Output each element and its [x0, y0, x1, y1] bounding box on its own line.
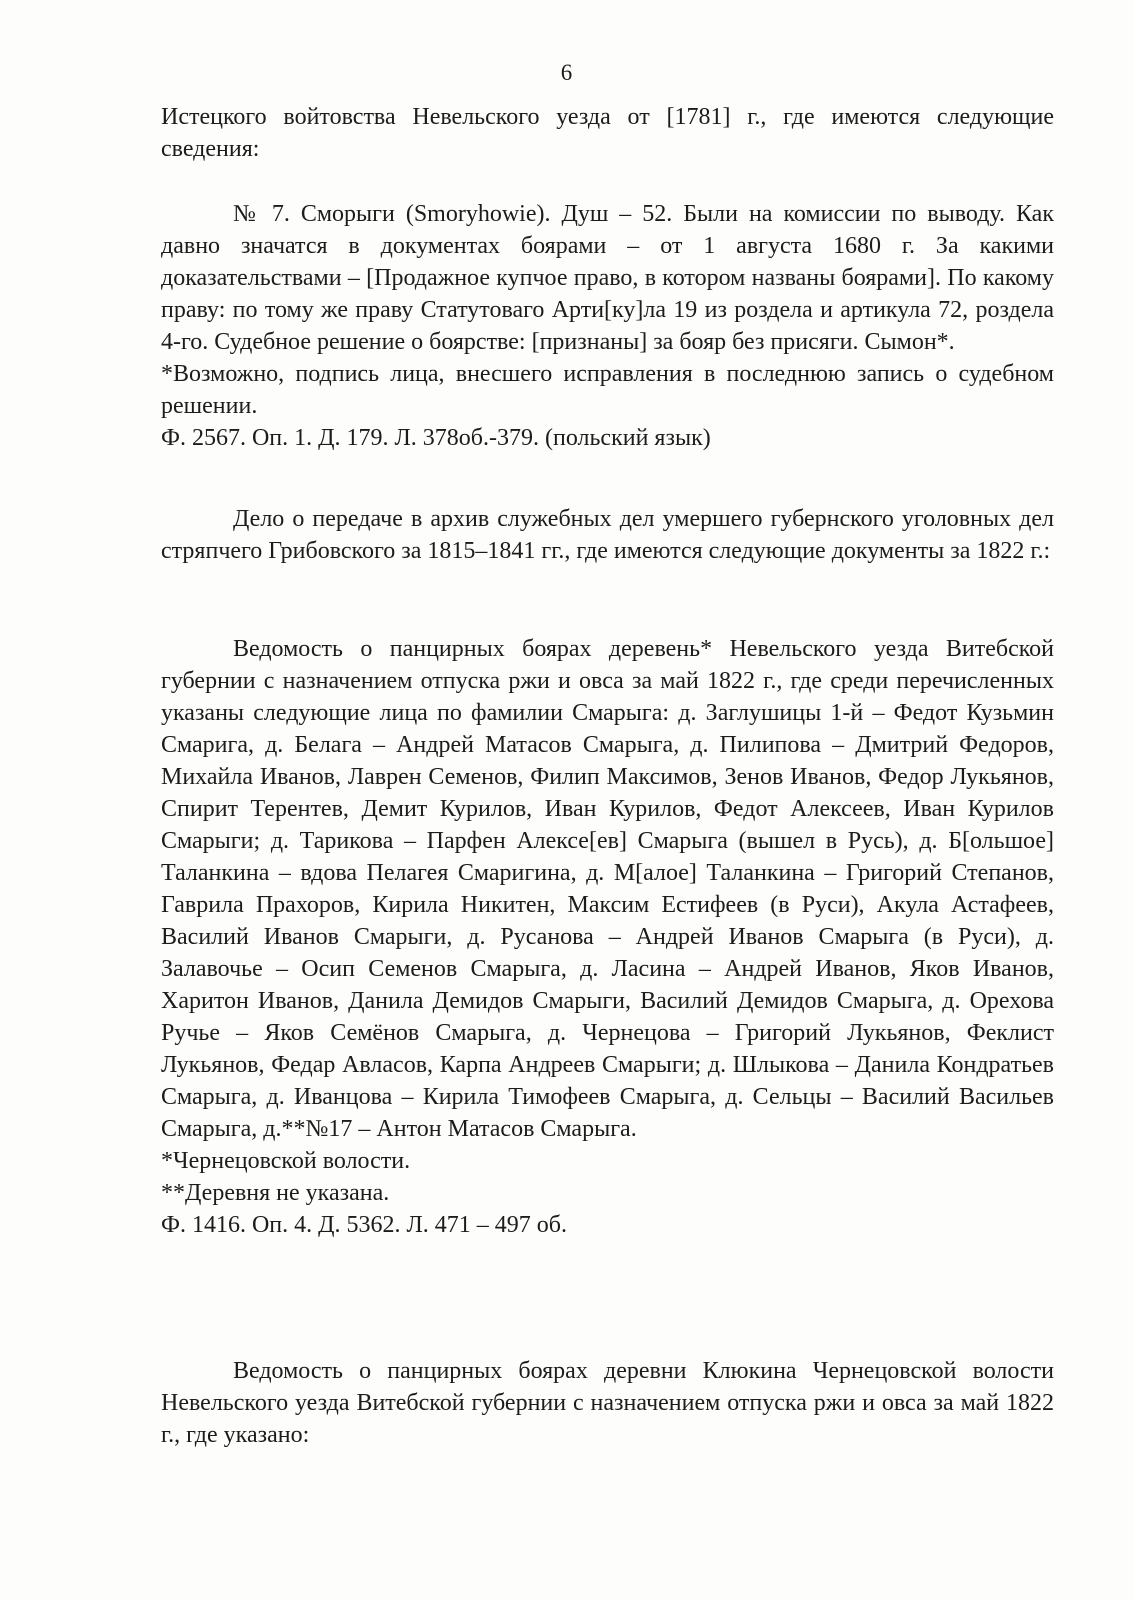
- archive-reference: Ф. 1416. Оп. 4. Д. 5362. Л. 471 – 497 об.: [161, 1212, 567, 1238]
- footnote: *Возможно, подпись лица, внесшего исправления в последнюю запись о судебном решении.: [161, 361, 1054, 419]
- footnote: **Деревня не указана.: [161, 1180, 390, 1206]
- paragraph-text: Дело о передаче в архив служебных дел умершего губернского уголовных дел стряпчего Грибовского за 1815–1841 гг., где имеются следующие документы за 1822 г.:: [161, 506, 1054, 564]
- intro-paragraph-1: [161, 101, 1054, 165]
- vedomost-villages-paragraph: [161, 633, 1054, 1241]
- footnote: *Чернецовской волости.: [161, 1148, 411, 1174]
- paragraph-text: № 7. Сморыги (Smoryhowie). Душ – 52. Были на комиссии по выводу. Как давно значатся в документах боярами – от 1 августа 1680 г. За какими доказательствами – [Продажное купчое право, в котором названы боярами]. По какому праву: по тому же праву Статутоваго Арти[ку]ла 19 из роздела и артикула 72, роздела 4-го. Судебное решение о боярстве: [признаны] за бояр без присяги. Сымон*.: [161, 201, 1054, 355]
- vedomost-klyukina-paragraph: [161, 1355, 1054, 1451]
- page-number: 6: [560, 60, 573, 85]
- archive-reference: Ф. 2567. Оп. 1. Д. 179. Л. 378об.-379. (польский язык): [161, 425, 711, 451]
- paragraph-text: Истецкого войтовства Невельского уезда от [1781] г., где имеются следующие сведения:: [161, 104, 1054, 162]
- record-smoryhi-entry: [161, 198, 1054, 454]
- paragraph-text: Ведомость о панцирных боярах деревень* Невельского уезда Витебской губернии с назначением отпуска ржи и овса за май 1822 г., где среди перечисленных указаны следующие лица по фамилии Смарыга: д. Заглушицы 1-й – Федот Кузьмин Смарига, д. Белага – Андрей Матасов Смарыга, д. Пилипова – Дмитрий Федоров, Михайла Иванов, Лаврен Семенов, Филип Максимов, Зенов Иванов, Федор Лукьянов, Спирит Терентев, Демит Курилов, Иван Курилов, Федот Алексеев, Иван Курилов Смарыги; д. Тарикова – Парфен Алексе[ев] Смарыга (вышел в Русь), д. Б[ольшое] Таланкина – вдова Пелагея Смаригина, д. М[алое] Таланкина – Григорий Степанов, Гаврила Прахоров, Кирила Никитен, Максим Естифеев (в Руси), Акула Астафеев, Василий Иванов Смарыги, д. Русанова – Андрей Иванов Смарыга (в Руси), д. Залавочье – Осип Семенов Смарыга, д. Ласина – Андрей Иванов, Яков Иванов, Харитон Иванов, Данила Демидов Смарыги, Василий Демидов Смарыга, д. Орехова Ручье – Яков Семёнов Смарыга, д. Чернецова – Григорий Лукьянов, Феклист Лукьянов, Федар Авласов, Карпа Андреев Смарыги; д. Шлыкова – Данила Кондратьев Смарыга, д. Иванцова – Кирила Тимофеев Смарыга, д. Сельцы – Василий Васильев Смарыга, д.**№17 – Антон Матасов Смарыга.: [161, 636, 1054, 1142]
- paragraph-text: Ведомость о панцирных боярах деревни Клюкина Чернецовской волости Невельского уезда Витебской губернии с назначением отпуска ржи и овса за май 1822 г., где указано:: [161, 1358, 1054, 1448]
- intro-paragraph-2: [161, 503, 1054, 567]
